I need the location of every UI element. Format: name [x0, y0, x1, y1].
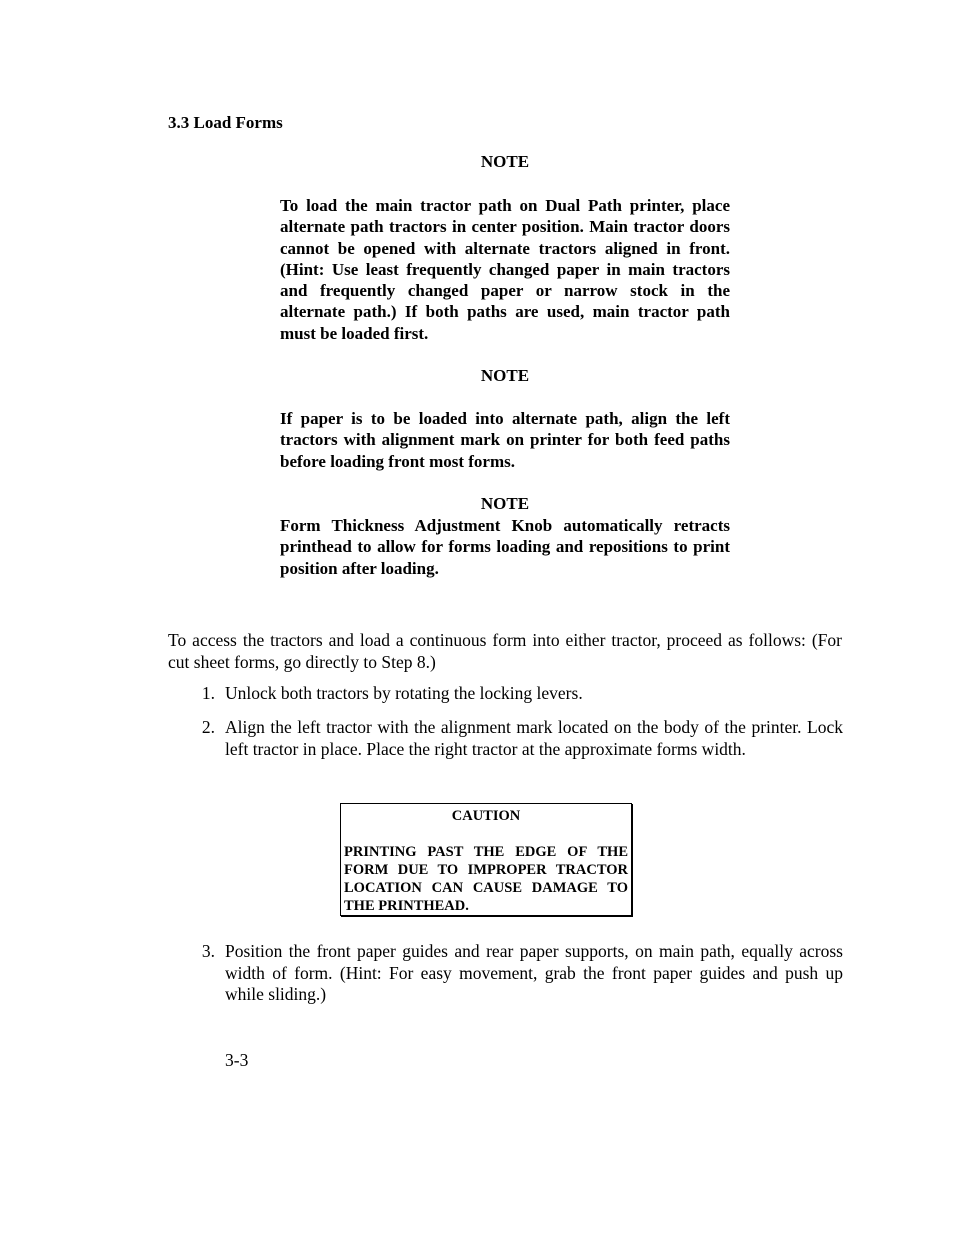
step-3-number: 3.: [201, 941, 215, 961]
step-2-number: 2.: [201, 717, 215, 737]
step-1: [195, 683, 843, 705]
caution-text: PRINTING PAST THE EDGE OF THE FORM DUE TO IMPROPER TRACTOR LOCATION CAN CAUSE DAMAGE TO THE PRINTHEAD.: [344, 844, 628, 914]
section-title: 3.3 Load Forms: [168, 113, 283, 132]
step-3-text: Position the front paper guides and rear paper supports, on main path, equally across width of form. (Hint: For easy movement, grab the front paper guides and push up while sliding.): [225, 941, 843, 1004]
caution-title: CAUTION: [451, 808, 521, 824]
step-1-number: 1.: [201, 683, 215, 703]
note-2-heading: NOTE: [480, 366, 530, 385]
step-1-text: Unlock both tractors by rotating the locking levers.: [225, 683, 583, 703]
note-3-heading: NOTE: [480, 494, 530, 513]
note-1-heading: NOTE: [480, 152, 530, 171]
note-1-text: To load the main tractor path on Dual Path printer, place alternate path tractors in center position. Main tractor doors cannot be opened with alternate tractors aligned in front. (Hint: Use least frequently changed paper in main tractors and frequently changed paper or narrow stock in the alternate path.) If both paths are used, main tractor path must be loaded first.: [280, 196, 730, 343]
step-3: [195, 941, 843, 1006]
note-3-text: Form Thickness Adjustment Knob automatically retracts printhead to allow for forms loading and repositions to print position after loading.: [280, 516, 730, 578]
note-2-text: If paper is to be loaded into alternate path, align the left tractors with alignment mark on printer for both feed paths before loading front most forms.: [280, 409, 730, 471]
intro-paragraph: To access the tractors and load a continuous form into either tractor, proceed as follows: (For cut sheet forms, go directly to Step 8.): [168, 630, 842, 672]
page-number: 3-3: [225, 1050, 249, 1070]
step-2-text: Align the left tractor with the alignment mark located on the body of the printer. Lock left tractor in place. Place the right tractor at the approximate forms width.: [225, 717, 843, 759]
caution-box: [340, 803, 632, 916]
step-2: [195, 717, 843, 760]
